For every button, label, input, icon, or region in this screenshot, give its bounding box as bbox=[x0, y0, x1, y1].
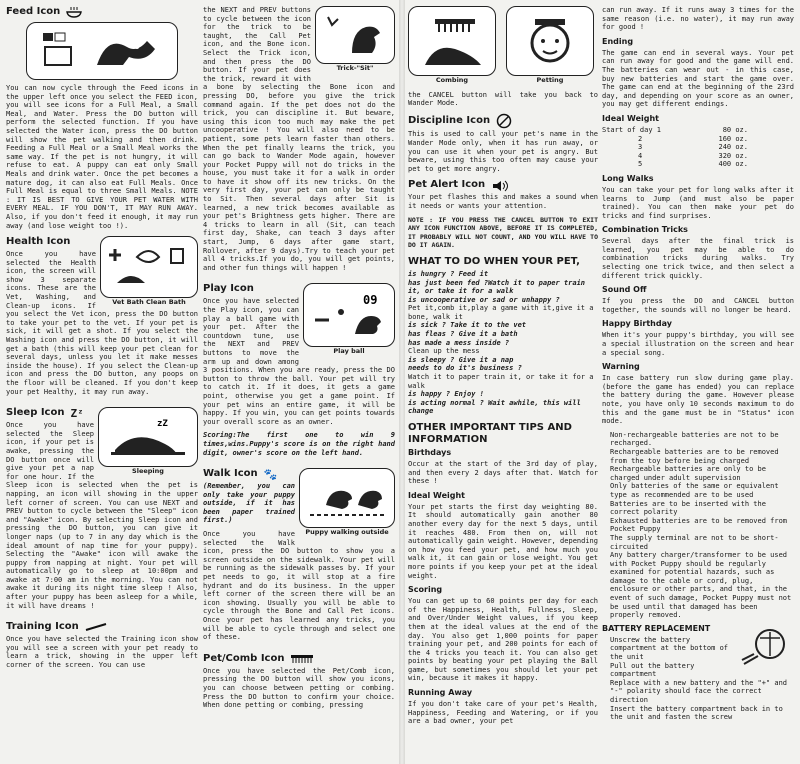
walk-section bbox=[203, 468, 395, 647]
list-item: • Insert the battery compartment back in to the unit and fasten the screw bbox=[610, 705, 794, 722]
long-walks-body: You can take your pet for long walks after it learns to Jump (and must also be paper trained). You can then make your pet do tricks and find surprises. bbox=[602, 185, 794, 220]
discipline-section bbox=[408, 113, 598, 174]
petcomb-title: Pet/Comb Icon bbox=[203, 652, 285, 664]
petting-illustration-wrap bbox=[506, 6, 594, 85]
training-body: Once you have selected the Training icon show you will see a screen with your pet ready to learn a trick, showing in the upper left corner of the screen. You can use bbox=[6, 635, 198, 670]
table-row bbox=[602, 126, 752, 135]
sleep-body: Once you have selected the Sleep icon, if your pet is awake, pressing the DO button once will give your pet a nap for one hour. If the Sleep icon is selected when the pet is napping, an icon will showing in the upper left corner of screen. You can use NEXT and PREV button to cycle between the "Sleep" icon and "Awake" icon. By selecting Sleep icon and pressing the DO button, you can give it longer naps (up to 7 in any day which is the ideal amount of nap time for your puppy). Selecting the "Awake" icon will awake the puppy from napping at night. Your pet will automatically go to sleep at 10:00pm and awake at 7:00 am in the morning. You can not awake it during its night time sleep ! Also, after your puppy has been asleep for a while, it will have dreams ! bbox=[6, 421, 198, 610]
svg-text:zZ: zZ bbox=[157, 419, 168, 430]
whattodo-line: needs to do it's business ? bbox=[408, 364, 522, 373]
feed-section bbox=[6, 6, 198, 230]
whattodo-line: is acting normal ? Wait awhile, this will change bbox=[408, 398, 581, 416]
play-score-digits: 09 bbox=[363, 293, 378, 308]
play-caption: Play ball bbox=[333, 347, 365, 356]
ideal-weight-table bbox=[602, 126, 752, 169]
list-item: • Only batteries of the same or equivalent type as recommended are to be used bbox=[610, 482, 794, 499]
discipline-title: Discipline Icon bbox=[408, 114, 491, 126]
whattodo-line: is uncooperative or sad or unhappy ? bbox=[408, 295, 560, 304]
running-continued: can run away. If it runs away 3 times for the same reason (i.e. no water), it may run away for good ! bbox=[602, 6, 794, 32]
feed-title: Feed Icon bbox=[6, 6, 61, 17]
weight-value: 160 oz. bbox=[718, 134, 748, 143]
training-title: Training Icon bbox=[6, 621, 79, 633]
play-title: Play Icon bbox=[203, 283, 254, 295]
whattodo-line: has fleas ? Give it a bath bbox=[408, 330, 518, 339]
trick-caption: Trick-"Sit" bbox=[336, 64, 374, 72]
battery-illustration bbox=[740, 624, 794, 669]
list-item: • Pull out the battery compartment bbox=[610, 662, 794, 679]
trick-screen-illustration bbox=[315, 6, 395, 64]
combing-screen-illustration bbox=[408, 6, 496, 76]
play-screen-illustration bbox=[303, 283, 395, 347]
combo-body: Several days after the final trick is learned, you pet may be able to do combination tricks during walks. Try selecting one trick twice, and then select a different trick quickly. bbox=[602, 237, 794, 280]
weight-day: 2 bbox=[638, 134, 643, 143]
birthday-body: When it's your puppy's birthday, you will see a special illustration on the screen and hear a special song. bbox=[602, 331, 794, 357]
sleep-section bbox=[6, 407, 198, 615]
walk-screen-illustration bbox=[299, 468, 395, 528]
sleep-screen-illustration bbox=[98, 407, 198, 467]
table-row bbox=[602, 160, 752, 169]
combo-heading: Combination Tricks bbox=[602, 225, 688, 235]
column-2 bbox=[203, 6, 395, 758]
whattodo-line: Clean up the mess bbox=[408, 347, 480, 356]
feed-body: You can now cycle through the Feed icons in the upper left once you select the FEED icon, you will see icons for a Full Meal, a Small Meal, and Water. Press the DO button will perform the selected function. If you have selected the Water icon, press the DO button will show the pet walking and then drink. Feeding a Full Meal or a Small Meal works the same way. If the pet is not hungry, it will refuse to eat. A puppy can eat only Small Meals and drink water. Once the pet becomes a mature dog, it can also eat Full Meals. Once Full Meal is equal to three Small Meals. NOTE : IT IS BEST TO GIVE YOUR PET WATER WITH EVERY MEAL. IF YOU DON'T, IT MAY RUN AWAY. Also, if you don't feed it enough, it may run away (and lose weight too !). bbox=[6, 84, 198, 230]
list-item: • Unscrew the battery compartment at the bottom of the unit bbox=[610, 636, 794, 662]
warning-heading: Warning bbox=[602, 362, 640, 372]
list-item: • Replace with a new battery and the "+" and "-" polarity should face the correct direction bbox=[610, 679, 794, 705]
health-illustration-wrap bbox=[100, 236, 198, 307]
play-illustration-wrap bbox=[303, 283, 395, 356]
ideal-weight-heading: Ideal Weight bbox=[602, 113, 660, 123]
whattodo-section bbox=[408, 256, 598, 416]
sleep-title: Sleep Icon bbox=[6, 407, 65, 419]
list-item: • Rechargeable batteries are to be removed from the toy before being charged bbox=[610, 448, 794, 465]
scoring-heading: Scoring bbox=[408, 585, 443, 595]
list-item: • Batteries are to be inserted with the correct polarity bbox=[610, 500, 794, 517]
petcomb-section bbox=[203, 653, 395, 710]
alert-title: Pet Alert Icon bbox=[408, 179, 486, 191]
column-4 bbox=[602, 6, 794, 758]
paw-prints-icon: 🐾 bbox=[263, 467, 278, 481]
weight-heading: Ideal Weight bbox=[408, 490, 466, 500]
play-section bbox=[203, 283, 395, 462]
petcomb-continued: the CANCEL button will take you back to Wander Mode. bbox=[408, 90, 598, 108]
combing-caption: Combing bbox=[435, 76, 469, 84]
health-title: Health Icon bbox=[6, 236, 71, 248]
weight-day: Start of day 1 bbox=[602, 125, 662, 134]
whattodo-line: has just been fed ?Watch it to paper train it, or take it for a walk bbox=[408, 278, 586, 296]
weight-value: 320 oz. bbox=[718, 151, 748, 160]
weight-value: 80 oz. bbox=[722, 125, 748, 134]
walk-title: Walk Icon bbox=[203, 468, 258, 480]
training-continued-body: the NEXT and PREV buttons to cycle between the icon for the trick to be taught, the Call Pet icon, and the Bone icon. Select the Trick icon, and then press the DO button. If your pet does the trick, reward it with a bone by selecting the Bone icon and pressing DO, before you give the trick command again. If the pet does not do the trick, you can discipline it. But beware, using this icon too much may make the pet uncooperative ! You will also need to be patient, some pets learn faster than others. When the pet finally learns the trick, you can go back to Wander Mode again, however your Pocket Puppy will not do tricks in the house, you must take it for a walk in order to have it show off its new tricks. On the very first day, your pet can only be taught to Sit. Then several days after Sit is learned, a new trick becomes available as your pet's Brightness gets higher. There are 4 tricks to learn in all (Sit, can teach first day, Shake, can teach 3 days after start, Jump, 6 days after game start, Rollover, after 9 days).Try to teach your pet all 4 tricks.If you do, you will get points, and other fun things will happen ! bbox=[203, 6, 395, 272]
prohibited-icon bbox=[496, 113, 512, 131]
health-screen-illustration bbox=[100, 236, 198, 298]
long-walks-heading: Long Walks bbox=[602, 173, 654, 183]
health-caption: Vet Bath Clean Bath bbox=[112, 298, 186, 307]
combing-illustration-wrap bbox=[408, 6, 496, 85]
alert-sound-icon bbox=[491, 180, 509, 194]
ending-heading: Ending bbox=[602, 36, 634, 46]
whattodo-title: WHAT TO DO WHEN YOUR PET, bbox=[408, 255, 580, 267]
walk-body: Once you have selected the Walk icon, press the DO button to show you a screen outside on the sidewalk. Your pet will be running as the sidewalk passes by. If your pet needs to go, it will stop at a fire hydrant and do its business. In the upper left corner of the screen there will be an icon showing. Usually you will be able to cycle through the Bone and Call Pet icons. Once your pet has learned any tricks, you will be able to cycle through and select one of these. bbox=[203, 530, 395, 642]
health-body: Once you have selected the Health icon, the screen will show 3 separate icons. These are the Vet, Washing, and Clean-up icons. If you select the Vet icon, press the DO button to take your pet to the vet. If your pet is sick, it will get a shot. If you select the Washing icon and press the DO button, it will get a bath (this will keep your pet clean for several days, unless you let it make messes inside the house). If you select the Clean-up icon and press the DO button, any poops on the floor will be cleaned. If you don't keep your pet Healthy, it may run away. bbox=[6, 250, 198, 396]
weight-day: 3 bbox=[638, 143, 643, 152]
discipline-body: This is used to call your pet's name in the Wander Mode only, when it has run away, or you can use it when your pet is angry. But beware, using this too often may cause your pet to get more angry. bbox=[408, 130, 598, 173]
whattodo-line: Watch it to paper train it, or take it for a walk bbox=[408, 373, 594, 390]
column-3 bbox=[408, 6, 598, 758]
list-item: • The supply terminal are not to be short-circuited bbox=[610, 534, 794, 551]
training-stick-icon bbox=[85, 622, 107, 634]
table-row bbox=[602, 152, 752, 161]
zzz-icon: Zᶻ bbox=[70, 406, 84, 420]
petting-caption: Petting bbox=[536, 76, 564, 84]
table-row bbox=[602, 135, 752, 144]
warning-body: In case battery run slow during game play. (before the game has ended) you can replace the battery during the game. However please note, you have only 10 seconds maximum to do this and the game must be in "Status" icon mode. bbox=[602, 374, 794, 426]
petcomb-body: Once you have selected the Pet/Comb icon, pressing the DO button will show you icons, you can choose between petting or combing. Press the DO button to confirm your choice. When done petting or combing, pressing bbox=[203, 666, 395, 710]
column-1 bbox=[6, 6, 198, 758]
feed-screen-illustration bbox=[26, 22, 178, 80]
alert-section bbox=[408, 179, 598, 250]
walk-note: (Remember, you can only take your puppy outside, if it has been paper trained first.) bbox=[203, 482, 295, 525]
feed-bowl-icon bbox=[66, 6, 82, 20]
whattodo-line: Pet it,comb it,play a game with it,give it a bone, walk it bbox=[408, 304, 594, 321]
petcomb-illustrations bbox=[408, 6, 598, 85]
sleep-caption: Sleeping bbox=[132, 467, 164, 476]
health-section bbox=[6, 236, 198, 401]
running-body: If you don't take care of your pet's Health, Happiness, Feeding and Watering, or if you are a bad owner, your pet bbox=[408, 700, 598, 726]
alert-body: Your pet flashes this and makes a sound when it needs or wants your attention. bbox=[408, 193, 598, 210]
warning-list bbox=[602, 431, 794, 620]
list-item: • Any battery charger/transformer to be used with Pocket Puppy should be regularly examined for potential hazards, such as damage to the cable or cord, plug, enclosure or other parts, and that, in the event of such damage, Pocket Puppy must not be used until that damaged has been properly removed. bbox=[610, 551, 794, 620]
running-heading: Running Away bbox=[408, 688, 473, 698]
play-scoring: Scoring:The first one to win 9 times,wins.Puppy's score is on the right hand digit, owner's score on the left hand. bbox=[203, 431, 395, 457]
battery-heading: BATTERY REPLACEMENT bbox=[602, 623, 711, 633]
alert-note: NOTE : IF YOU PRESS THE CANCEL BUTTON TO EXIT ANY ICON FUNCTION ABOVE, BEFORE IT IS COMPLETED, IT PROBABLY WILL NOT COUNT, AND YOU WILL HAVE TO DO IT AGAIN. bbox=[408, 215, 598, 250]
play-body: Once you have selected the Play icon, you can play a ball game with your pet. After the countdown tune, use the NEXT and PREV buttons to move the arm up and down among 3 positions. When you are ready, press the DO button to throw the ball. Your pet will try to catch it. If it does, it gets a game point, otherwise you get a game point. If your pet wins an entire game, it will be happy. If you win, you can get points towards your overall score as an owner. bbox=[203, 297, 395, 426]
comb-icon bbox=[290, 654, 314, 666]
whattodo-line: has made a mess inside ? bbox=[408, 338, 510, 347]
weight-day: 5 bbox=[638, 160, 643, 169]
weight-value: 400 oz. bbox=[718, 160, 748, 169]
weight-body: Your pet starts the first day weighting 80. It should automatically gain another 80 another every day for the next 5 days, until it reaches 480. From then on, will not automatically gain weight. However, depending on how you feed your pet, and how much you walk it, it can gain or lose weight. You get more points if you keep your pet at the ideal weight. bbox=[408, 502, 598, 580]
tips-title: OTHER IMPORTANT TIPS AND INFORMATION bbox=[408, 422, 572, 445]
whattodo-line: is hungry ? Feed it bbox=[408, 269, 489, 278]
list-item: • Exhausted batteries are to be removed from Pocket Puppy bbox=[610, 517, 794, 534]
scoring-body: You can get up to 60 points per day for each of the Happiness, Health, Fullness, Sleep, and Over/Under Weight values, if you keep them at the ideal values at the end of the day. You also get 1,000 points for paper training your pet, and 200 points for each of the 4 tricks you teach it. You can also get points by beating your pet playing the Ball game, but sometimes you should let your pet win, because it makes it happy. bbox=[408, 597, 598, 683]
list-item: • Non-rechargeable batteries are not to be recharged. bbox=[610, 431, 794, 448]
ending-body: The game can end in several ways. Your pet can run away for good and the game will end. The batteries can wear out - in this case, buy new batteries and start the game over. The game can end at the beginning of the 23rd day, and depending on your score as an owner, you may get different endings. bbox=[602, 48, 794, 109]
birthday-heading: Happy Birthday bbox=[602, 319, 672, 329]
training-continued bbox=[203, 6, 395, 277]
trick-illustration-wrap bbox=[315, 6, 395, 73]
table-row bbox=[602, 143, 752, 152]
battery-section bbox=[602, 624, 794, 722]
page-fold bbox=[399, 0, 405, 764]
birthdays-heading: Birthdays bbox=[408, 448, 452, 457]
sleep-illustration-wrap bbox=[98, 407, 198, 476]
walk-caption: Puppy walking outside bbox=[305, 528, 389, 537]
whattodo-line: is happy ? Enjoy ! bbox=[408, 390, 484, 399]
whattodo-line: is sick ? Take it to the vet bbox=[408, 321, 527, 330]
birthdays-body: Occur at the start of the 3rd day of play, and then every 2 days after that. Watch for these ! bbox=[408, 460, 598, 486]
whattodo-line: is sleepy ? Give it a nap bbox=[408, 355, 514, 364]
tips-section bbox=[408, 422, 598, 726]
sound-heading: Sound Off bbox=[602, 285, 647, 295]
weight-value: 240 oz. bbox=[718, 143, 748, 152]
sound-body: If you press the DO and CANCEL button together, the sounds will no longer be heard. bbox=[602, 297, 794, 314]
list-item: • Rechargeable batteries are only to be charged under adult supervision bbox=[610, 465, 794, 482]
petting-screen-illustration bbox=[506, 6, 594, 76]
training-section bbox=[6, 621, 198, 669]
walk-illustration-wrap bbox=[299, 468, 395, 537]
weight-day: 4 bbox=[638, 151, 643, 160]
